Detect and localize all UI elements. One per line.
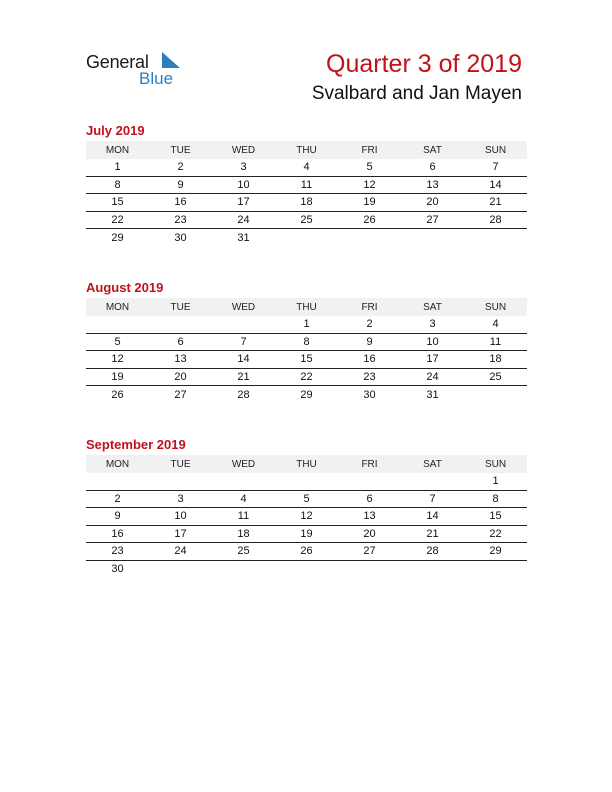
week-row [86,543,527,561]
day-cell: 30 [363,388,376,401]
day-cell: 9 [114,510,121,523]
day-cell: 27 [174,388,187,401]
day-cell: 21 [237,370,250,383]
day-cell: 8 [303,335,310,348]
week-row [86,212,527,230]
day-cell: 31 [426,388,439,401]
day-cell: 23 [363,370,376,383]
day-cell: 13 [174,353,187,366]
week-row [86,177,527,195]
day-cell: 17 [237,196,250,209]
day-cell: 3 [429,318,436,331]
day-cell: 16 [363,353,376,366]
weekday-label: TUE [170,458,191,470]
day-cell: 15 [111,196,124,209]
month-calendar-august [86,280,527,404]
day-cell: 2 [366,318,373,331]
week-row [86,159,527,177]
day-cell: 7 [240,335,247,348]
day-cell: 22 [300,370,313,383]
day-cell: 26 [111,388,124,401]
month-calendar-september [86,437,527,578]
weekday-label: THU [296,144,317,156]
month-name: September 2019 [86,437,186,452]
weekday-label: MON [105,301,130,313]
weekday-label: SUN [484,301,507,313]
day-cell: 5 [114,335,121,348]
day-cell: 10 [174,510,187,523]
day-cell: 12 [300,510,313,523]
weekday-label: WED [231,458,256,470]
day-cell: 19 [300,527,313,540]
day-cell: 25 [237,545,250,558]
day-cell: 11 [489,335,502,348]
month-calendar-july [86,123,527,247]
week-row [86,194,527,212]
day-cell: 20 [426,196,439,209]
day-cell: 1 [114,161,121,174]
month-name: July 2019 [86,123,145,138]
day-cell: 12 [111,353,124,366]
weekday-label: SUN [484,144,507,156]
weekday-label: TUE [170,301,191,313]
weekday-label: THU [296,458,317,470]
day-cell: 22 [111,213,124,226]
page-subtitle: Svalbard and Jan Mayen [311,83,522,104]
week-row [86,369,527,387]
day-cell: 27 [363,545,376,558]
logo-general-text: General [86,52,149,72]
day-cell: 29 [300,388,313,401]
day-cell: 22 [489,527,502,540]
week-row [86,473,527,491]
day-cell: 28 [426,545,439,558]
weekday-header-row [86,455,527,473]
day-cell: 24 [237,213,250,226]
weekday-header-row [86,141,527,159]
weekday-label: WED [231,144,256,156]
day-cell: 9 [177,178,184,191]
day-cell: 14 [237,353,250,366]
day-cell: 4 [303,161,310,174]
day-cell: 30 [111,563,124,576]
weekday-label: WED [231,301,256,313]
day-cell: 10 [237,178,250,191]
page-title: Quarter 3 of 2019 [326,50,522,78]
day-cell: 12 [363,178,376,191]
day-cell: 1 [303,318,310,331]
day-cell: 27 [426,213,439,226]
day-cell: 1 [492,475,499,488]
day-cell: 18 [237,527,250,540]
month-name: August 2019 [86,280,164,295]
day-cell: 24 [174,545,187,558]
day-cell: 9 [366,335,373,348]
day-cell: 17 [426,353,439,366]
day-cell: 11 [300,178,313,191]
week-row [86,491,527,509]
day-cell: 19 [111,370,124,383]
day-cell: 13 [426,178,439,191]
day-cell: 8 [492,492,499,505]
day-cell: 11 [237,510,250,523]
week-row [86,526,527,544]
week-row [86,316,527,334]
day-cell: 15 [300,353,313,366]
weekday-label: FRI [361,458,378,470]
day-cell: 23 [111,545,124,558]
logo-flag-icon [162,52,180,68]
weekday-label: SAT [423,458,442,470]
day-cell: 3 [177,492,184,505]
day-cell: 17 [174,527,187,540]
day-cell: 14 [426,510,439,523]
day-cell: 4 [240,492,247,505]
weekday-label: TUE [170,144,191,156]
day-cell: 21 [489,196,502,209]
day-cell: 18 [300,196,313,209]
day-cell: 30 [174,231,187,244]
weekday-label: THU [296,301,317,313]
day-cell: 5 [366,161,373,174]
weekday-label: SUN [484,458,507,470]
day-cell: 13 [363,510,376,523]
day-cell: 6 [429,161,436,174]
week-row [86,351,527,369]
weekday-label: MON [105,458,130,470]
weekday-label: SAT [423,301,442,313]
day-cell: 31 [237,231,250,244]
logo [86,50,196,90]
day-cell: 16 [174,196,187,209]
day-cell: 7 [492,161,499,174]
weekday-header-row [86,298,527,316]
day-cell: 20 [363,527,376,540]
weekday-label: FRI [361,144,378,156]
day-cell: 5 [303,492,310,505]
day-cell: 8 [114,178,121,191]
day-cell: 23 [174,213,187,226]
weekday-label: SAT [423,144,442,156]
day-cell: 4 [492,318,499,331]
day-cell: 19 [363,196,376,209]
weekday-label: FRI [361,301,378,313]
day-cell: 15 [489,510,502,523]
day-cell: 7 [429,492,436,505]
day-cell: 10 [426,335,439,348]
day-cell: 29 [111,231,124,244]
week-row [86,334,527,352]
week-row [86,508,527,526]
week-row [86,229,527,247]
weekday-label: MON [105,144,130,156]
day-cell: 20 [174,370,187,383]
day-cell: 25 [489,370,502,383]
day-cell: 29 [489,545,502,558]
day-cell: 24 [426,370,439,383]
day-cell: 25 [300,213,313,226]
day-cell: 26 [363,213,376,226]
day-cell: 2 [114,492,121,505]
day-cell: 26 [300,545,313,558]
day-cell: 6 [366,492,373,505]
day-cell: 16 [111,527,124,540]
week-row [86,561,527,579]
day-cell: 28 [489,213,502,226]
day-cell: 28 [237,388,250,401]
logo-blue-text: Blue [139,69,174,88]
day-cell: 21 [426,527,439,540]
day-cell: 3 [240,161,247,174]
day-cell: 18 [489,353,502,366]
day-cell: 2 [177,161,184,174]
day-cell: 14 [489,178,502,191]
week-row [86,386,527,404]
day-cell: 6 [177,335,184,348]
